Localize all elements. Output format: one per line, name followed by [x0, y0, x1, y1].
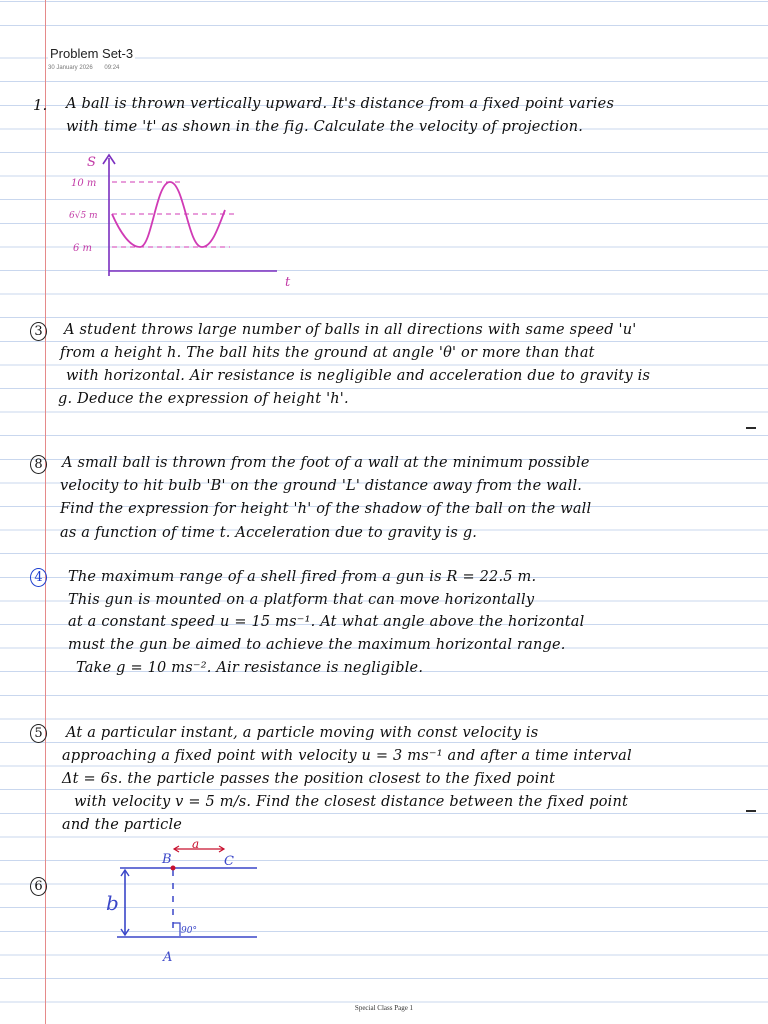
problem-3-line-3: with horizontal. Air resistance is negligible and acceleration due to gravity is [66, 368, 651, 384]
figure-label-b: B [162, 852, 172, 867]
problem-8-line-1: A small ball is thrown from the foot of a wall at the minimum possible [62, 455, 590, 471]
figure-label-90: 90° [181, 926, 197, 936]
problem-1-line-1: A ball is thrown vertically upward. It's distance from a fixed point varies [66, 96, 615, 112]
problem-3-line-4: g. Deduce the expression of height 'h'. [58, 391, 349, 407]
graph-x-label: t [285, 275, 291, 290]
problem-4-line-1: The maximum range of a shell fired from a gun is R = 22.5 m. [68, 569, 537, 585]
problem-5-number: 5 [30, 724, 47, 743]
problem-4-line-3: at a constant speed u = 15 ms⁻¹. At what angle above the horizontal [68, 614, 585, 630]
problem-1-number: 1. [33, 96, 48, 114]
distance-time-graph [60, 150, 300, 290]
graph-y-label: S [87, 155, 96, 170]
problem-5-line-1: At a particular instant, a particle moving with const velocity is [66, 725, 539, 741]
figure-label-a-point: A [163, 950, 173, 965]
page-time: 09:24 [104, 65, 120, 71]
problem-5-line-2: approaching a fixed point with velocity u = 3 ms⁻¹ and after a time interval [62, 748, 632, 764]
problem-5-line-3: Δt = 6s. the particle passes the position closest to the fixed point [62, 771, 556, 787]
page-footer: Special Class Page 1 [354, 1004, 414, 1012]
problem-5-line-5: and the particle [62, 817, 183, 833]
margin-line [45, 0, 46, 1024]
margin-dash [746, 810, 756, 812]
graph-label-10m: 10 m [71, 178, 97, 189]
problem-8-line-2: velocity to hit bulb 'B' on the ground 'L' distance away from the wall. [60, 478, 583, 494]
problem-8-line-4: as a function of time t. Acceleration due to gravity is g. [60, 525, 478, 541]
problem-3-line-1: A student throws large number of balls in all directions with same speed 'u' [64, 322, 637, 338]
problem-6-number: 6 [30, 877, 47, 896]
problem-8-line-3: Find the expression for height 'h' of the shadow of the ball on the wall [60, 501, 592, 517]
figure-label-c: C [224, 854, 234, 869]
margin-dash [746, 427, 756, 429]
graph-label-6m: 6 m [73, 243, 93, 254]
page-title: Problem Set-3 [50, 46, 134, 61]
problem-3-number: 3 [30, 322, 47, 341]
page-date-time [48, 65, 129, 71]
problem-4-line-4: must the gun be aimed to achieve the maximum horizontal range. [68, 637, 566, 653]
problem-4-number: 4 [30, 568, 47, 587]
page-date: 30 January 2026 [48, 65, 93, 71]
graph-label-6root5m: 6√5 m [69, 211, 98, 221]
figure-right-angle [173, 923, 180, 936]
problem-1-line-2: with time 't' as shown in the fig. Calculate the velocity of projection. [66, 119, 584, 135]
problem-8-number: 8 [30, 455, 47, 474]
problem-6-figure [95, 835, 270, 970]
problem-3-line-2: from a height h. The ball hits the ground at angle 'θ' or more than that [60, 345, 595, 361]
figure-label-a: a [192, 837, 200, 851]
figure-label-b-dimension: b [106, 891, 119, 915]
problem-5-line-4: with velocity v = 5 m/s. Find the closest distance between the fixed point [74, 794, 629, 810]
problem-4-line-2: This gun is mounted on a platform that can move horizontally [68, 592, 535, 608]
problem-4-line-5: Take g = 10 ms⁻². Air resistance is negligible. [76, 660, 424, 676]
